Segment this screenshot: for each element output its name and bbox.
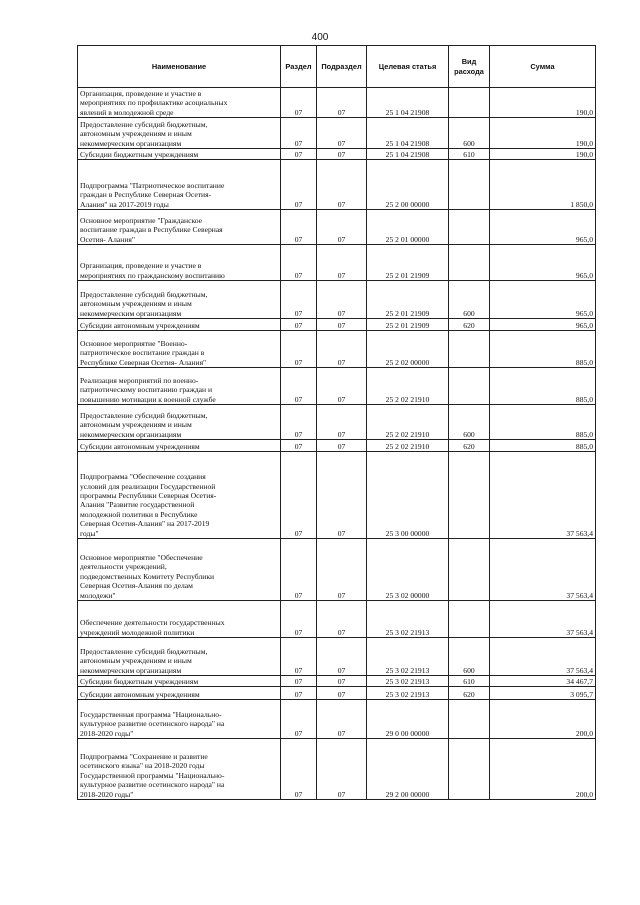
row-name-line: Предоставление субсидий бюджетным, — [80, 119, 208, 129]
row-expense-cell — [449, 539, 490, 601]
row-sum-cell: 190,0 — [490, 118, 596, 149]
row-section-cell: 07 — [281, 452, 317, 539]
row-subsection-cell: 07 — [317, 210, 367, 245]
row-name-cell — [78, 210, 281, 245]
row-expense-cell: 600 — [449, 638, 490, 676]
row-name-line: Алания "Развитие государственной — [80, 500, 195, 510]
row-name-line: автономным учреждениям и иным — [80, 656, 192, 666]
row-name-line: деятельности учреждений, — [80, 562, 167, 572]
row-sum-cell: 885,0 — [490, 405, 596, 440]
row-subsection-cell: 07 — [317, 331, 367, 368]
row-name-cell — [78, 539, 281, 601]
row-subsection-cell: 07 — [317, 149, 367, 160]
table-row — [78, 452, 596, 539]
table-row — [78, 245, 596, 281]
row-expense-cell — [449, 700, 490, 739]
row-subsection-cell: 07 — [317, 601, 367, 638]
row-section-cell: 07 — [281, 331, 317, 368]
row-expense-cell: 610 — [449, 676, 490, 687]
row-name-cell — [78, 149, 281, 160]
row-name-line: некоммерческим организациям — [80, 138, 182, 148]
row-name-line: автономным учреждениям и иным — [80, 299, 192, 309]
row-section-cell: 07 — [281, 149, 317, 160]
row-name-cell — [78, 368, 281, 405]
row-expense-cell — [449, 210, 490, 245]
table-row — [78, 405, 596, 440]
row-section-cell: 07 — [281, 160, 317, 210]
row-sum-cell: 200,0 — [490, 700, 596, 739]
row-expense-cell: 620 — [449, 687, 490, 700]
row-target-cell: 25 3 02 21913 — [367, 638, 449, 676]
row-name-line: учреждений молодежной политики — [80, 627, 195, 637]
row-name-cell — [78, 160, 281, 210]
row-section-cell: 07 — [281, 210, 317, 245]
row-name-cell — [78, 739, 281, 800]
row-name-cell — [78, 638, 281, 676]
row-sum-cell: 37 563,4 — [490, 601, 596, 638]
row-name-line: Алания" на 2017-2019 годы — [80, 199, 169, 209]
row-sum-cell: 37 563,4 — [490, 452, 596, 539]
row-name-line: Государственной программы "Национально- — [80, 770, 225, 780]
row-name-line: Организация, проведение и участие в — [80, 88, 202, 98]
table-row — [78, 601, 596, 638]
row-section-cell: 07 — [281, 88, 317, 118]
table-row — [78, 88, 596, 118]
row-name-line: подведомственных Комитету Республики — [80, 571, 215, 581]
row-name-cell — [78, 88, 281, 118]
row-name-line: Основное мероприятие "Военно- — [80, 338, 188, 348]
row-name-line: культурное развитие осетинского народа" на — [80, 719, 225, 729]
row-name-line: мероприятиях по гражданскому воспитанию — [80, 270, 225, 280]
row-expense-cell: 600 — [449, 118, 490, 149]
column-header-section: Раздел — [281, 46, 317, 88]
row-section-cell: 07 — [281, 319, 317, 331]
row-target-cell: 25 1 04 21908 — [367, 88, 449, 118]
row-subsection-cell: 07 — [317, 118, 367, 149]
row-expense-cell — [449, 601, 490, 638]
row-name-line: программы Республики Северная Осетия- — [80, 490, 217, 500]
row-section-cell: 07 — [281, 601, 317, 638]
column-header-target: Целевая статья — [367, 46, 449, 88]
row-name-line: молодежной политики в Республике — [80, 509, 198, 519]
row-name-cell — [78, 319, 281, 331]
row-target-cell: 25 2 02 21910 — [367, 368, 449, 405]
row-name-line: молодежи" — [80, 590, 116, 600]
row-expense-cell — [449, 88, 490, 118]
row-target-cell: 25 2 02 00000 — [367, 331, 449, 368]
row-name-line: Основное мероприятие "Обеспечение — [80, 552, 203, 562]
row-name-line: условий для реализации Государственной — [80, 481, 216, 491]
row-name-line: годы" — [80, 528, 99, 538]
table-row — [78, 368, 596, 405]
row-sum-cell: 965,0 — [490, 245, 596, 281]
table-row — [78, 331, 596, 368]
row-name-line: Подпрограмма "Сохранение и развитие — [80, 751, 208, 761]
row-name-line: мероприятиях по профилактике асоциальных — [80, 98, 228, 108]
row-name-line: Подпрограмма "Обеспечение создания — [80, 472, 206, 482]
table-row — [78, 210, 596, 245]
row-subsection-cell: 07 — [317, 368, 367, 405]
row-subsection-cell: 07 — [317, 245, 367, 281]
table-row — [78, 149, 596, 160]
table-row — [78, 687, 596, 700]
row-target-cell: 25 2 02 21910 — [367, 405, 449, 440]
row-expense-cell: 600 — [449, 405, 490, 440]
column-header-name: Наименование — [78, 46, 281, 88]
row-target-cell: 25 3 02 21913 — [367, 601, 449, 638]
row-target-cell: 25 3 02 21913 — [367, 687, 449, 700]
row-sum-cell: 190,0 — [490, 88, 596, 118]
row-section-cell: 07 — [281, 700, 317, 739]
row-sum-cell: 3 095,7 — [490, 687, 596, 700]
row-section-cell: 07 — [281, 539, 317, 601]
table-row — [78, 319, 596, 331]
row-expense-cell: 610 — [449, 149, 490, 160]
row-name-line: Субсидии автономным учреждениям — [80, 441, 200, 451]
row-name-line: Субсидии бюджетным учреждениям — [80, 676, 199, 686]
row-sum-cell: 37 563,4 — [490, 638, 596, 676]
row-subsection-cell: 07 — [317, 638, 367, 676]
row-sum-cell: 200,0 — [490, 739, 596, 800]
row-name-cell — [78, 700, 281, 739]
row-name-line: некоммерческим организациям — [80, 429, 182, 439]
row-target-cell: 29 2 00 00000 — [367, 739, 449, 800]
row-subsection-cell: 07 — [317, 452, 367, 539]
row-name-cell — [78, 601, 281, 638]
row-subsection-cell: 07 — [317, 739, 367, 800]
row-name-cell — [78, 676, 281, 687]
row-name-line: автономным учреждениям и иным — [80, 420, 192, 430]
row-expense-cell — [449, 331, 490, 368]
row-section-cell: 07 — [281, 118, 317, 149]
row-subsection-cell: 07 — [317, 160, 367, 210]
row-name-line: автономным учреждениям и иным — [80, 129, 192, 139]
table-row — [78, 440, 596, 452]
row-name-line: некоммерческим организациям — [80, 308, 182, 318]
table-row — [78, 739, 596, 800]
row-expense-cell — [449, 160, 490, 210]
row-name-line: воспитание граждан в Республике Северная — [80, 225, 223, 235]
row-name-line: Субсидии бюджетным учреждениям — [80, 149, 199, 159]
row-target-cell: 25 2 01 21909 — [367, 319, 449, 331]
row-name-cell — [78, 331, 281, 368]
row-sum-cell: 965,0 — [490, 281, 596, 319]
row-section-cell: 07 — [281, 405, 317, 440]
row-expense-cell: 620 — [449, 440, 490, 452]
row-subsection-cell: 07 — [317, 88, 367, 118]
row-name-line: Предоставление субсидий бюджетным, — [80, 410, 208, 420]
row-expense-cell — [449, 739, 490, 800]
row-subsection-cell: 07 — [317, 676, 367, 687]
row-target-cell: 25 1 04 21908 — [367, 118, 449, 149]
table-header-row — [78, 46, 596, 88]
row-name-line: явлений в молодежной среде — [80, 107, 174, 117]
row-name-line: осетинского языка" на 2018-2020 годы — [80, 761, 205, 771]
row-name-cell — [78, 281, 281, 319]
table-row — [78, 160, 596, 210]
row-target-cell: 25 3 02 00000 — [367, 539, 449, 601]
row-name-line: Республике Северная Осетия- Алания" — [80, 357, 207, 367]
row-name-cell — [78, 687, 281, 700]
row-section-cell: 07 — [281, 281, 317, 319]
row-subsection-cell: 07 — [317, 687, 367, 700]
row-name-cell — [78, 452, 281, 539]
row-name-line: культурное развитие осетинского народа" на — [80, 780, 225, 790]
row-name-line: Реализация мероприятий по военно- — [80, 375, 199, 385]
row-subsection-cell: 07 — [317, 700, 367, 739]
row-subsection-cell: 07 — [317, 281, 367, 319]
row-name-cell — [78, 118, 281, 149]
row-name-line: Подпрограмма "Патриотическое воспитание — [80, 180, 225, 190]
row-name-cell — [78, 440, 281, 452]
row-name-line: Предоставление субсидий бюджетным, — [80, 289, 208, 299]
row-section-cell: 07 — [281, 245, 317, 281]
row-target-cell: 25 3 02 21913 — [367, 676, 449, 687]
row-target-cell: 25 1 04 21908 — [367, 149, 449, 160]
row-section-cell: 07 — [281, 739, 317, 800]
page-number: 400 — [311, 32, 329, 43]
row-expense-cell — [449, 368, 490, 405]
row-name-line: патриотическому воспитанию граждан и — [80, 385, 213, 395]
row-section-cell: 07 — [281, 687, 317, 700]
budget-table — [77, 45, 596, 800]
row-name-line: Субсидии автономным учреждениям — [80, 320, 200, 330]
row-expense-cell: 600 — [449, 281, 490, 319]
row-name-line: 2018-2020 годы" — [80, 728, 134, 738]
row-name-line: Субсидии автономным учреждениям — [80, 689, 200, 699]
row-sum-cell: 190,0 — [490, 149, 596, 160]
table-row — [78, 638, 596, 676]
row-target-cell: 25 2 01 21909 — [367, 281, 449, 319]
row-subsection-cell: 07 — [317, 405, 367, 440]
row-sum-cell: 37 563,4 — [490, 539, 596, 601]
column-header-subsection: Подраздел — [317, 46, 367, 88]
row-section-cell: 07 — [281, 368, 317, 405]
row-name-line: Северная Осетия-Алания по делам — [80, 581, 193, 591]
row-sum-cell: 885,0 — [490, 368, 596, 405]
row-sum-cell: 34 467,7 — [490, 676, 596, 687]
row-expense-cell — [449, 245, 490, 281]
row-target-cell: 25 3 00 00000 — [367, 452, 449, 539]
row-name-line: Государственная программа "Национально- — [80, 709, 222, 719]
row-expense-cell: 620 — [449, 319, 490, 331]
row-name-line: Осетия- Алания" — [80, 234, 135, 244]
row-name-line: Основное мероприятие "Гражданское — [80, 215, 203, 225]
row-subsection-cell: 07 — [317, 319, 367, 331]
column-header-sum: Сумма — [490, 46, 596, 88]
row-name-cell — [78, 245, 281, 281]
row-section-cell: 07 — [281, 676, 317, 687]
row-name-line: 2018-2020 годы" — [80, 789, 134, 799]
row-name-line: Предоставление субсидий бюджетным, — [80, 646, 208, 656]
row-name-line: Северная Осетия-Алания" на 2017-2019 — [80, 519, 210, 529]
row-subsection-cell: 07 — [317, 539, 367, 601]
row-section-cell: 07 — [281, 440, 317, 452]
row-target-cell: 25 2 00 00000 — [367, 160, 449, 210]
table-body — [78, 88, 596, 800]
row-name-cell — [78, 405, 281, 440]
row-section-cell: 07 — [281, 638, 317, 676]
row-name-line: патриотическое воспитание граждан в — [80, 348, 205, 358]
row-sum-cell: 885,0 — [490, 331, 596, 368]
row-target-cell: 25 2 02 21910 — [367, 440, 449, 452]
row-name-line: повышению мотивации к военной службе — [80, 394, 216, 404]
table-row — [78, 676, 596, 687]
table-row — [78, 118, 596, 149]
table-row — [78, 281, 596, 319]
column-header-expense: Вид расхода — [449, 46, 490, 88]
row-sum-cell: 885,0 — [490, 440, 596, 452]
table-row — [78, 539, 596, 601]
row-sum-cell: 965,0 — [490, 319, 596, 331]
row-name-line: Организация, проведение и участие в — [80, 261, 202, 271]
table-row — [78, 700, 596, 739]
row-name-line: некоммерческим организациям — [80, 665, 182, 675]
row-subsection-cell: 07 — [317, 440, 367, 452]
row-target-cell: 25 2 01 21909 — [367, 245, 449, 281]
row-expense-cell — [449, 452, 490, 539]
row-name-line: Обеспечение деятельности государственных — [80, 618, 225, 628]
row-sum-cell: 965,0 — [490, 210, 596, 245]
row-name-line: граждан в Республике Северная Осетия- — [80, 190, 212, 200]
row-sum-cell: 1 850,0 — [490, 160, 596, 210]
row-target-cell: 25 2 01 00000 — [367, 210, 449, 245]
row-target-cell: 29 0 00 00000 — [367, 700, 449, 739]
